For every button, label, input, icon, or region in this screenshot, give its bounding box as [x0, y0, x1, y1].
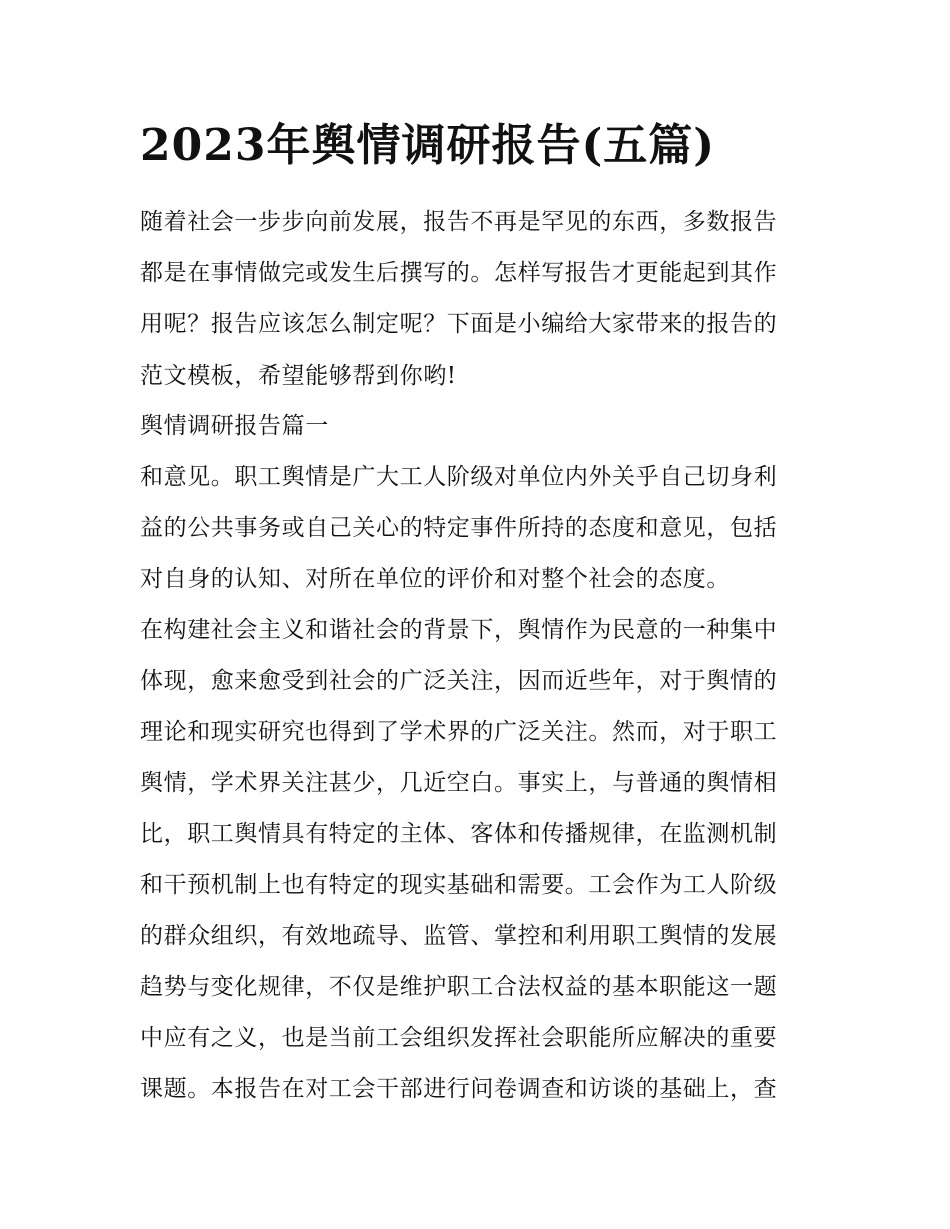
intro-line-1: 随着社会一步步向前发展，报告不再是罕见的东西，多数报告 — [140, 209, 778, 235]
body-line: 课题。本报告在对工会干部进行问卷调查和访谈的基础上，查 — [140, 1076, 778, 1102]
body-line: 的群众组织，有效地疏导、监管、掌控和利用职工舆情的发展 — [140, 923, 778, 949]
intro-line-4: 范文模板，希望能够帮到你哟! — [140, 363, 457, 389]
body-line: 对自身的认知、对所在单位的评价和对整个社会的态度。 — [140, 566, 730, 592]
body-line: 体现，愈来愈受到社会的广泛关注，因而近些年，对于舆情的 — [140, 668, 778, 694]
body-line: 理论和现实研究也得到了学术界的广泛关注。然而，对于职工 — [140, 719, 778, 745]
body-line: 舆情，学术界关注甚少，几近空白。事实上，与普通的舆情相 — [140, 770, 778, 796]
body-line: 中应有之义，也是当前工会组织发挥社会职能所应解决的重要 — [140, 1025, 778, 1051]
intro-line-3: 用呢？报告应该怎么制定呢？下面是小编给大家带来的报告的 — [140, 311, 778, 337]
body-line: 趋势与变化规律，不仅是维护职工合法权益的基本职能这一题 — [140, 974, 778, 1000]
body-line: 和干预机制上也有特定的现实基础和需要。工会作为工人阶级 — [140, 872, 778, 898]
document-title: 2023年舆情调研报告(五篇) — [140, 120, 716, 171]
body-line: 比，职工舆情具有特定的主体、客体和传播规律，在监测机制 — [140, 821, 778, 847]
body-line: 在构建社会主义和谐社会的背景下，舆情作为民意的一种集中 — [140, 617, 778, 643]
section-heading: 舆情调研报告篇一 — [140, 413, 329, 439]
intro-line-2: 都是在事情做完或发生后撰写的。怎样写报告才更能起到其作 — [140, 260, 778, 286]
body-line: 和意见。职工舆情是广大工人阶级对单位内外关乎自己切身利 — [140, 464, 778, 490]
body-line: 益的公共事务或自己关心的特定事件所持的态度和意见，包括 — [140, 515, 778, 541]
